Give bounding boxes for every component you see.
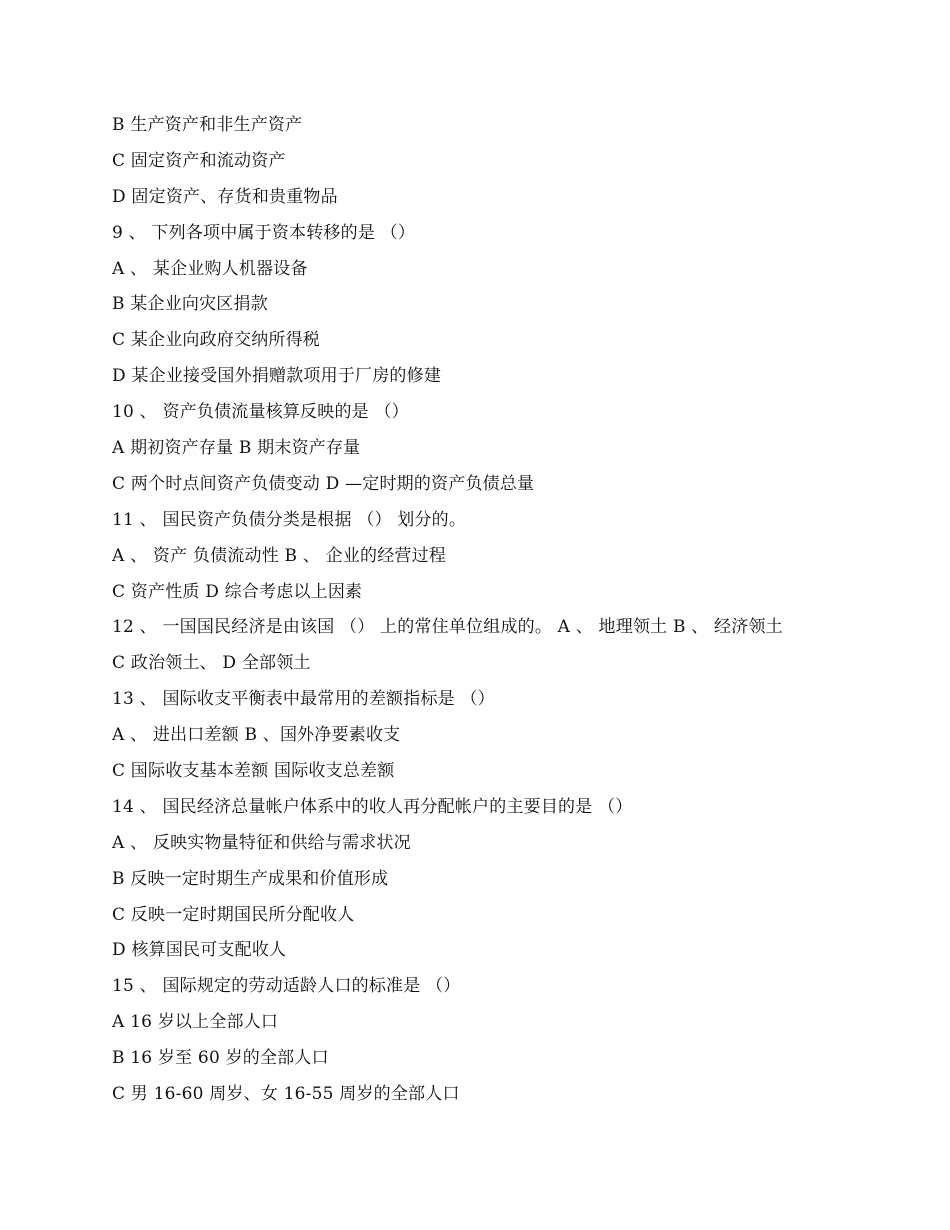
question-line: 10 、 资产负债流量核算反映的是 （） [112, 402, 409, 423]
option-line: C 国际收支基本差额 国际收支总差额 [112, 761, 395, 782]
option-line: A 16 岁以上全部人口 [112, 1012, 279, 1033]
option-line: B 16 岁至 60 岁的全部人口 [112, 1048, 329, 1069]
option-line: D 核算国民可支配收人 [112, 940, 287, 961]
question-line: 11 、 国民资产负债分类是根据 （） 划分的。 [112, 509, 467, 530]
option-line: B 反映一定时期生产成果和价值形成 [112, 868, 389, 889]
option-line: C 男 16-60 周岁、女 16-55 周岁的全部人口 [112, 1084, 460, 1105]
option-line: C 某企业向政府交纳所得税 [112, 330, 321, 351]
question-line: 12 、 一国国民经济是由该国 （） 上的常住单位组成的。 A 、 地理领土 B 、 经济领土 [112, 617, 783, 638]
option-line: B 某企业向灾区捐款 [112, 294, 268, 315]
option-line: A 期初资产存量 B 期末资产存量 [112, 438, 361, 459]
option-line: D 固定资产、存货和贵重物品 [112, 186, 338, 207]
option-line: C 政治领土、 D 全部领土 [112, 653, 311, 674]
option-line: C 资产性质 D 综合考虑以上因素 [112, 581, 363, 602]
option-line: A 、 某企业购人机器设备 [112, 258, 308, 279]
option-line: D 某企业接受国外捐赠款项用于厂房的修建 [112, 366, 442, 387]
option-line: A 、 资产 负债流动性 B 、 企业的经营过程 [112, 545, 446, 566]
option-line: C 反映一定时期国民所分配收人 [112, 904, 355, 925]
question-line: 15 、 国际规定的劳动适龄人口的标准是 （） [112, 976, 461, 997]
option-line: A 、 进出口差额 B 、国外净要素收支 [112, 725, 401, 746]
document-body [112, 108, 872, 1113]
option-line: B 生产资产和非生产资产 [112, 115, 303, 135]
option-line: C 两个时点间资产负债变动 D —定时期的资产负债总量 [112, 473, 535, 494]
option-line: C 固定资产和流动资产 [112, 150, 286, 171]
option-line: A 、 反映实物量特征和供给与需求状况 [112, 832, 411, 853]
question-line: 13 、 国际收支平衡表中最常用的差额指标是 （） [112, 689, 495, 710]
question-line: 9 、 下列各项中属于资本转移的是 （） [112, 222, 416, 243]
question-line: 14 、 国民经济总量帐户体系中的收人再分配帐户的主要目的是 （） [112, 796, 633, 817]
